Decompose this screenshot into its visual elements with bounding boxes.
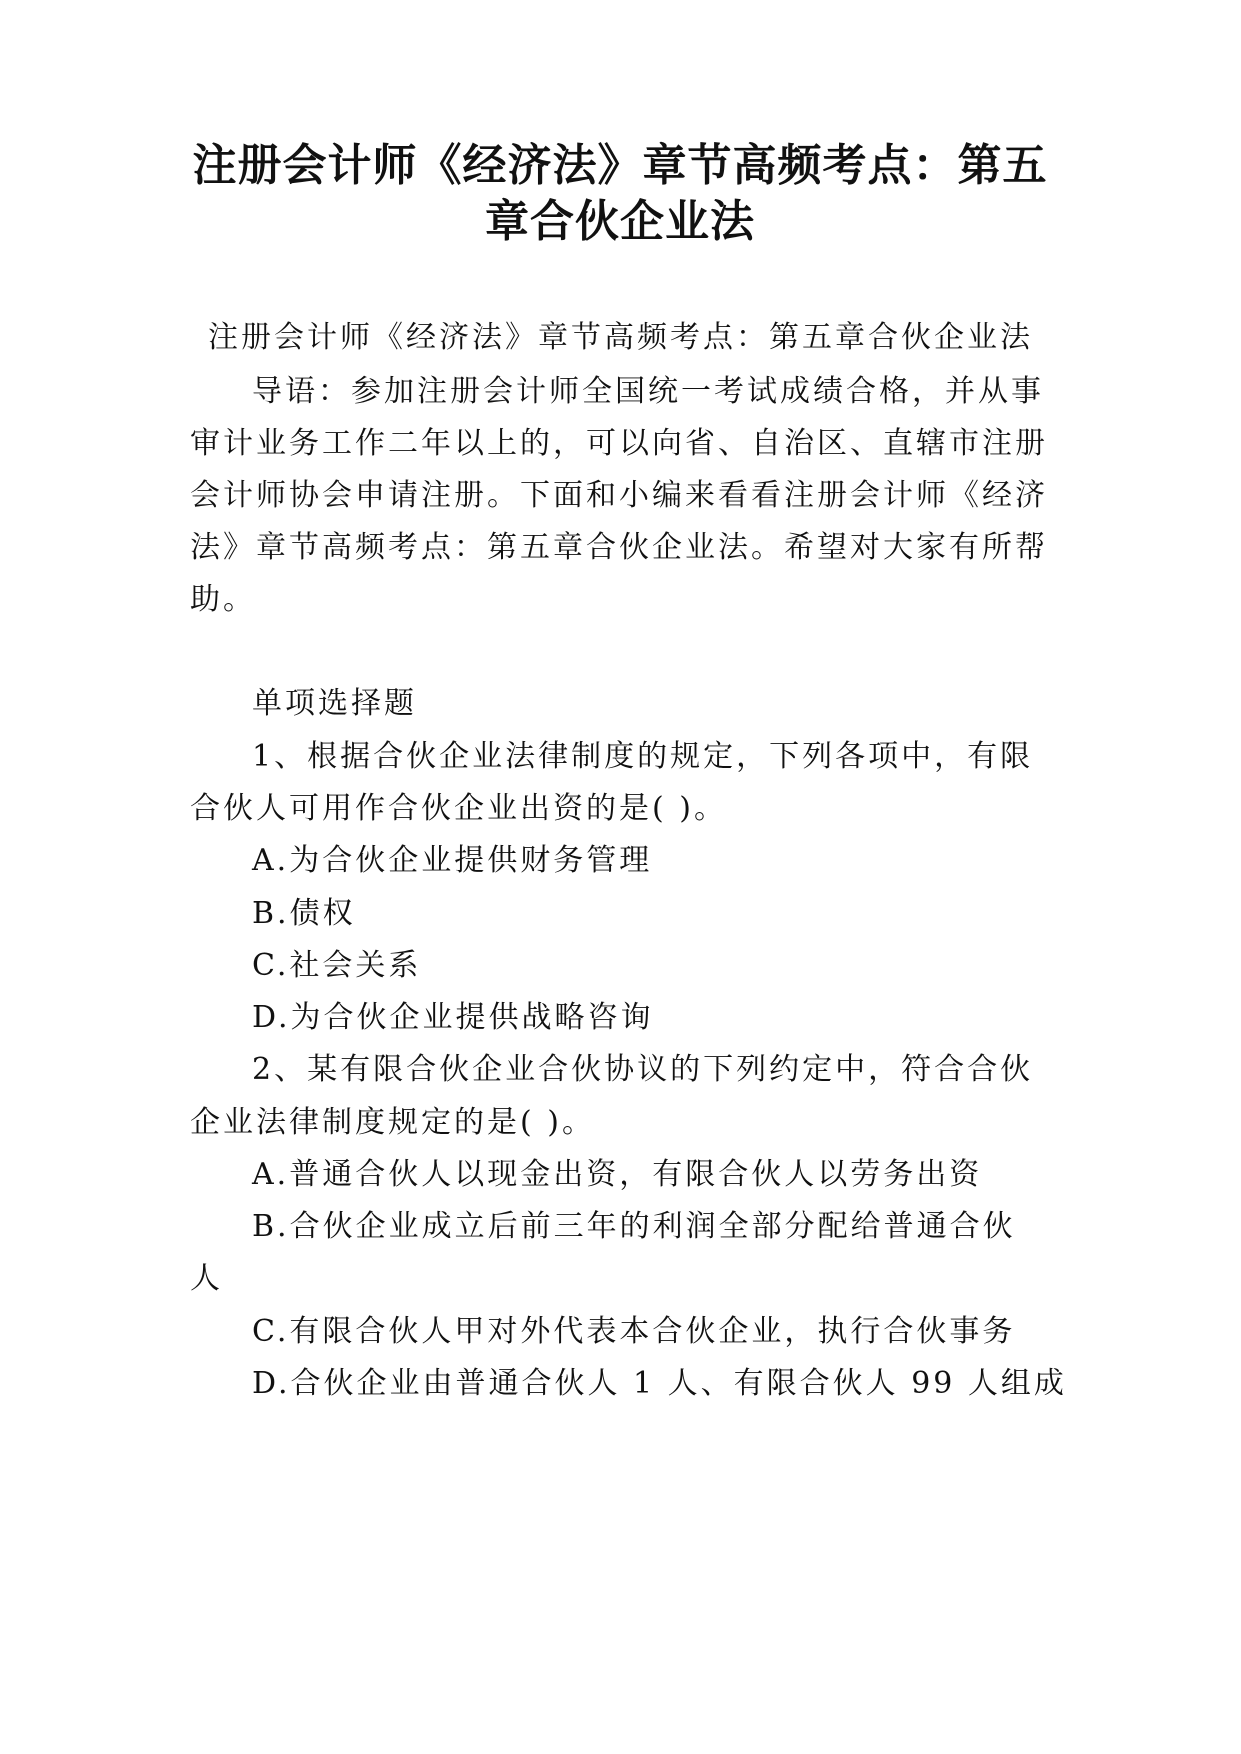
question-2-line: 企业法律制度规定的是( )。 [190, 1105, 595, 1140]
question-1-line: 合伙人可用作合伙企业出资的是( )。 [190, 791, 727, 826]
section-heading: 单项选择题 [252, 686, 417, 721]
question-2-option: C.有限合伙人甲对外代表本合伙企业，执行合伙事务 [252, 1314, 1016, 1349]
question-1-option: B.债权 [252, 896, 356, 931]
question-2-option: B.合伙企业成立后前三年的利润全部分配给普通合伙 [252, 1209, 1016, 1244]
question-2-line: 2、某有限合伙企业合伙协议的下列约定中，符合合伙 [252, 1052, 1034, 1087]
question-2-option: A.普通合伙人以现金出资，有限合伙人以劳务出资 [252, 1157, 983, 1192]
question-1-option: D.为合伙企业提供战略咨询 [252, 1000, 654, 1035]
document-subtitle: 注册会计师《经济法》章节高频考点：第五章合伙企业法 [208, 320, 1033, 355]
question-2-option: 人 [190, 1261, 223, 1296]
document-title-line-2: 章合伙企业法 [485, 196, 755, 247]
question-2-option: D.合伙企业由普通合伙人 1 人、有限合伙人 99 人组成 [252, 1366, 1067, 1401]
intro-line: 会计师协会申请注册。下面和小编来看看注册会计师《经济 [190, 478, 1048, 513]
question-1-option: C.社会关系 [252, 948, 422, 983]
question-1-line: 1、根据合伙企业法律制度的规定，下列各项中，有限 [252, 739, 1034, 774]
question-1-option: A.为合伙企业提供财务管理 [252, 843, 653, 878]
intro-line: 法》章节高频考点：第五章合伙企业法。希望对大家有所帮 [190, 530, 1048, 565]
intro-line: 导语：参加注册会计师全国统一考试成绩合格，并从事 [252, 374, 1044, 409]
intro-line: 审计业务工作二年以上的，可以向省、自治区、直辖市注册 [190, 426, 1048, 461]
document-title-line-1: 注册会计师《经济法》章节高频考点：第五 [192, 140, 1048, 191]
intro-line: 助。 [190, 582, 256, 617]
